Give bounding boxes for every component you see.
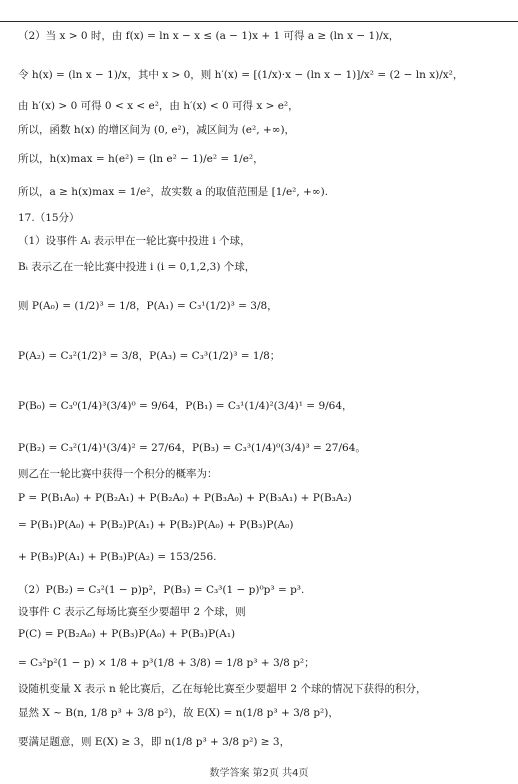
text-line: 所以，函数 h(x) 的增区间为 (0, e²)，减区间为 (e², +∞)， <box>18 124 296 136</box>
formula-line: 则 P(A₀) = (1/2)³ = 1/8，P(A₁) = C₃¹(1/2)³ = 3/8， <box>18 300 278 312</box>
text-line: 设事件 C 表示乙每场比赛至少要超甲 2 个球，则 <box>18 606 246 618</box>
page-footer: 数学答案 第2页 共4页 <box>209 768 309 779</box>
formula-line: P(B₂) = C₃²(1/4)¹(3/4)² = 27/64，P(B₃) = C₃³(1/4)⁰(3/4)³ = 27/64。 <box>18 442 366 454</box>
text-line: （2）当 x > 0 时，由 f(x) = ln x − x ≤ (a − 1)x + 1 可得 a ≥ (ln x − 1)/x， <box>18 30 400 42</box>
text-line: 所以，h(x)max = h(e²) = (ln e² − 1)/e² = 1/e²， <box>18 153 264 165</box>
formula-line: = C₃²p²(1 − p) × 1/8 + p³(1/8 + 3/8) = 1/8 p³ + 3/8 p²； <box>18 657 315 669</box>
text-line: 令 h(x) = (ln x − 1)/x，其中 x > 0，则 h′(x) = [(1/x)·x − (ln x − 1)]/x² = (2 − ln x)/x²， <box>18 69 464 81</box>
text-line: 则乙在一轮比赛中获得一个积分的概率为： <box>18 468 218 480</box>
text-line: 所以，a ≥ h(x)max = 1/e²，故实数 a 的取值范围是 [1/e², +∞). <box>18 186 329 198</box>
text-line: 设随机变量 X 表示 n 轮比赛后，乙在每轮比赛至少要超甲 2 个球的情况下获得的积分， <box>18 683 427 695</box>
text-line: 由 h′(x) > 0 可得 0 < x < e²，由 h′(x) < 0 可得 x > e²， <box>18 100 299 112</box>
formula-line: P = P(B₁A₀) + P(B₂A₁) + P(B₂A₀) + P(B₃A₀) + P(B₃A₁) + P(B₃A₂) <box>18 492 352 504</box>
text-line: Bᵢ 表示乙在一轮比赛中投进 i (i = 0,1,2,3) 个球， <box>18 261 256 273</box>
formula-line: 要满足题意，则 E(X) ≥ 3，即 n(1/8 p³ + 3/8 p²) ≥ 3， <box>18 736 291 748</box>
formula-line: = P(B₁)P(A₀) + P(B₂)P(A₁) + P(B₂)P(A₀) + P(B₃)P(A₀) <box>18 519 294 531</box>
formula-line: P(C) = P(B₂A₀) + P(B₃)P(A₀) + P(B₃)P(A₁) <box>18 628 236 640</box>
formula-line: P(B₀) = C₃⁰(1/4)³(3/4)⁰ = 9/64，P(B₁) = C₃¹(1/4)²(3/4)¹ = 9/64， <box>18 400 353 412</box>
formula-line: （2）P(B₂) = C₃²(1 − p)p²，P(B₃) = C₃³(1 − p)⁰p³ = p³. <box>18 584 305 596</box>
formula-line: 显然 X ~ B(n, 1/8 p³ + 3/8 p²)，故 E(X) = n(1/8 p³ + 3/8 p²)， <box>18 707 339 719</box>
header-rule <box>0 21 518 22</box>
text-line: （1）设事件 Aᵢ 表示甲在一轮比赛中投进 i 个球， <box>18 235 251 247</box>
formula-line: P(A₂) = C₃²(1/2)³ = 3/8，P(A₃) = C₃³(1/2)³ = 1/8； <box>18 350 281 362</box>
formula-line: + P(B₃)P(A₁) + P(B₃)P(A₂) = 153/256. <box>18 551 217 563</box>
section-heading: 17.（15分） <box>18 212 80 224</box>
